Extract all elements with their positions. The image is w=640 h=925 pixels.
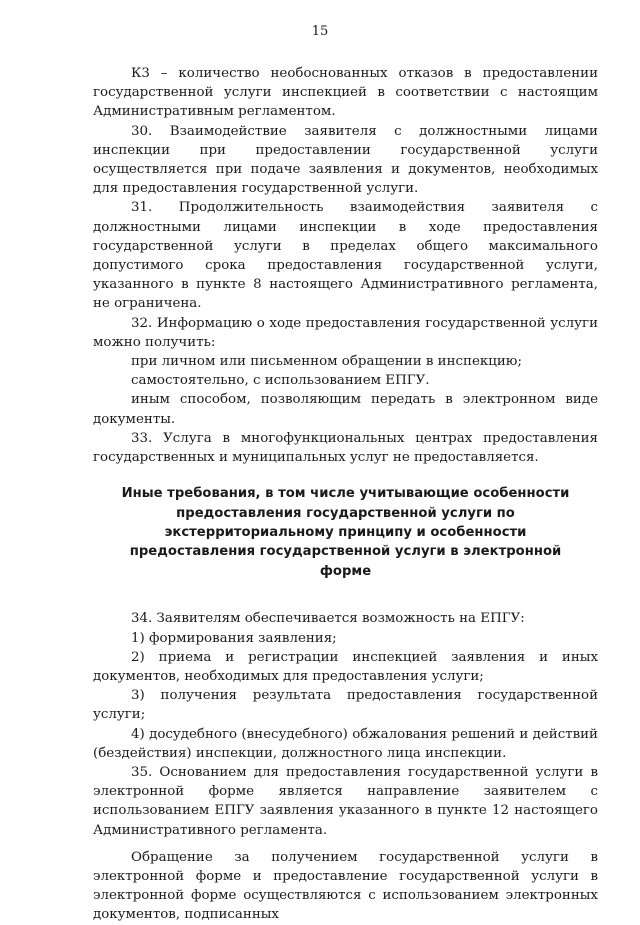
paragraph-electronic-docs: Обращение за получением государственной услуги в электронной форме и предоставление государственной услуги в электронной форме осуществляются с использованием электронных документов, подписанных	[93, 849, 598, 923]
paragraph-34: 34. Заявителям обеспечивается возможность на ЕПГУ:	[131, 611, 525, 627]
list-item-4: 4) досудебного (внесудебного) обжалования решений и действий (бездействия) инспекции, должностного лица инспекции.	[93, 726, 598, 761]
paragraph-31: 31. Продолжительность взаимодействия заявителя с должностными лицами инспекции в ходе предоставления государственной услуги в пределах общего максимального допустимого срока предоставления государственной услуги, указанного в пункте 8 настоящего Административного регламента, не ограничена.	[93, 200, 598, 312]
document-body	[93, 64, 598, 925]
list-item-other: иным способом, позволяющим передать в электронном виде документы.	[93, 392, 598, 427]
paragraph-30: 30. Взаимодействие заявителя с должностными лицами инспекции при предоставлении государственной услуги осуществляется при подаче заявления и документов, необходимых для предоставления государственной услуги.	[93, 123, 598, 197]
paragraph-33: 33. Услуга в многофункциональных центрах предоставления государственных и муниципальных услуг не предоставляется.	[93, 430, 598, 466]
list-item-1: 1) формирования заявления;	[131, 630, 337, 646]
list-item-3: 3) получения результата предоставления государственной услуги;	[93, 688, 598, 723]
list-item-epgu: самостоятельно, с использованием ЕПГУ.	[131, 373, 430, 389]
list-item-personal: при личном или письменном обращении в инспекцию;	[131, 354, 522, 370]
page-number: 15	[311, 24, 329, 39]
list-item-2: 2) приема и регистрации инспекцией заявления и иных документов, необходимых для предоставления услуги;	[93, 649, 598, 684]
paragraph-32: 32. Информацию о ходе предоставления государственной услуги можно получить:	[93, 315, 598, 350]
paragraph-k3: К3 – количество необоснованных отказов в предоставлении государственной услуги инспекцией в соответствии с настоящим Административным регламентом.	[93, 66, 598, 120]
paragraph-35: 35. Основанием для предоставления государственной услуги в электронной форме является направление заявителем с использованием ЕПГУ заявления указанного в пункте 12 настоящего Административного регламента.	[93, 764, 598, 838]
section-heading: Иные требования, в том числе учитывающие особенности предоставления государственной услуги по экстерриториальному принципу и особенности предоставления государственной услуги в электронной форме	[121, 486, 570, 579]
